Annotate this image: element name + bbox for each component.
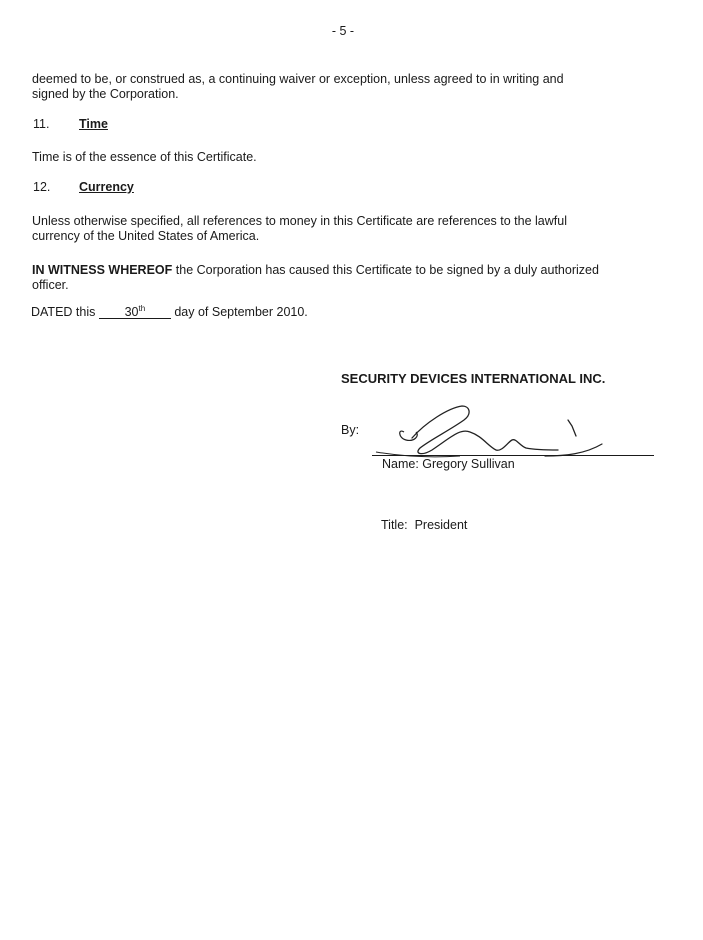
witness-paragraph xyxy=(32,263,654,293)
dated-day-suffix: th xyxy=(138,304,146,313)
page-number: - 5 - xyxy=(331,24,355,38)
section-11-number: 11. xyxy=(33,117,50,131)
dated-day: 30 xyxy=(124,305,139,320)
section-12-heading xyxy=(33,180,134,194)
signer-title: Title: President xyxy=(381,518,468,532)
dated-prefix: DATED this xyxy=(31,305,96,320)
section-11-heading xyxy=(33,117,108,131)
continuation-line-1: deemed to be, or construed as, a continuing waiver or exception, unless agreed to in writing and xyxy=(32,72,564,86)
continuation-paragraph xyxy=(32,72,654,102)
section-12-body xyxy=(32,214,654,244)
dated-day-blank xyxy=(99,303,171,319)
witness-line-2: officer. xyxy=(32,278,69,292)
dated-line xyxy=(31,303,308,319)
signature-stroke-flick xyxy=(568,420,576,436)
section-12-line-2: currency of the United States of America. xyxy=(32,229,260,243)
section-11-body: Time is of the essence of this Certificate. xyxy=(32,150,257,164)
witness-lead: IN WITNESS WHEREOF xyxy=(32,263,173,277)
signature-stroke-main xyxy=(412,406,558,454)
signature-line xyxy=(372,455,654,456)
by-label: By: xyxy=(341,423,360,437)
signer-name: Name: Gregory Sullivan xyxy=(382,457,515,471)
dated-rest: day of September 2010. xyxy=(174,305,308,320)
company-name: SECURITY DEVICES INTERNATIONAL INC. xyxy=(341,371,606,386)
section-12-line-1: Unless otherwise specified, all references to money in this Certificate are references to the lawful xyxy=(32,214,567,228)
section-12-title: Currency xyxy=(79,180,134,194)
section-12-number: 12. xyxy=(33,180,51,194)
section-11-title: Time xyxy=(79,117,108,131)
witness-rest: the Corporation has caused this Certificate to be signed by a duly authorized xyxy=(175,263,599,277)
continuation-line-2: signed by the Corporation. xyxy=(32,87,179,101)
